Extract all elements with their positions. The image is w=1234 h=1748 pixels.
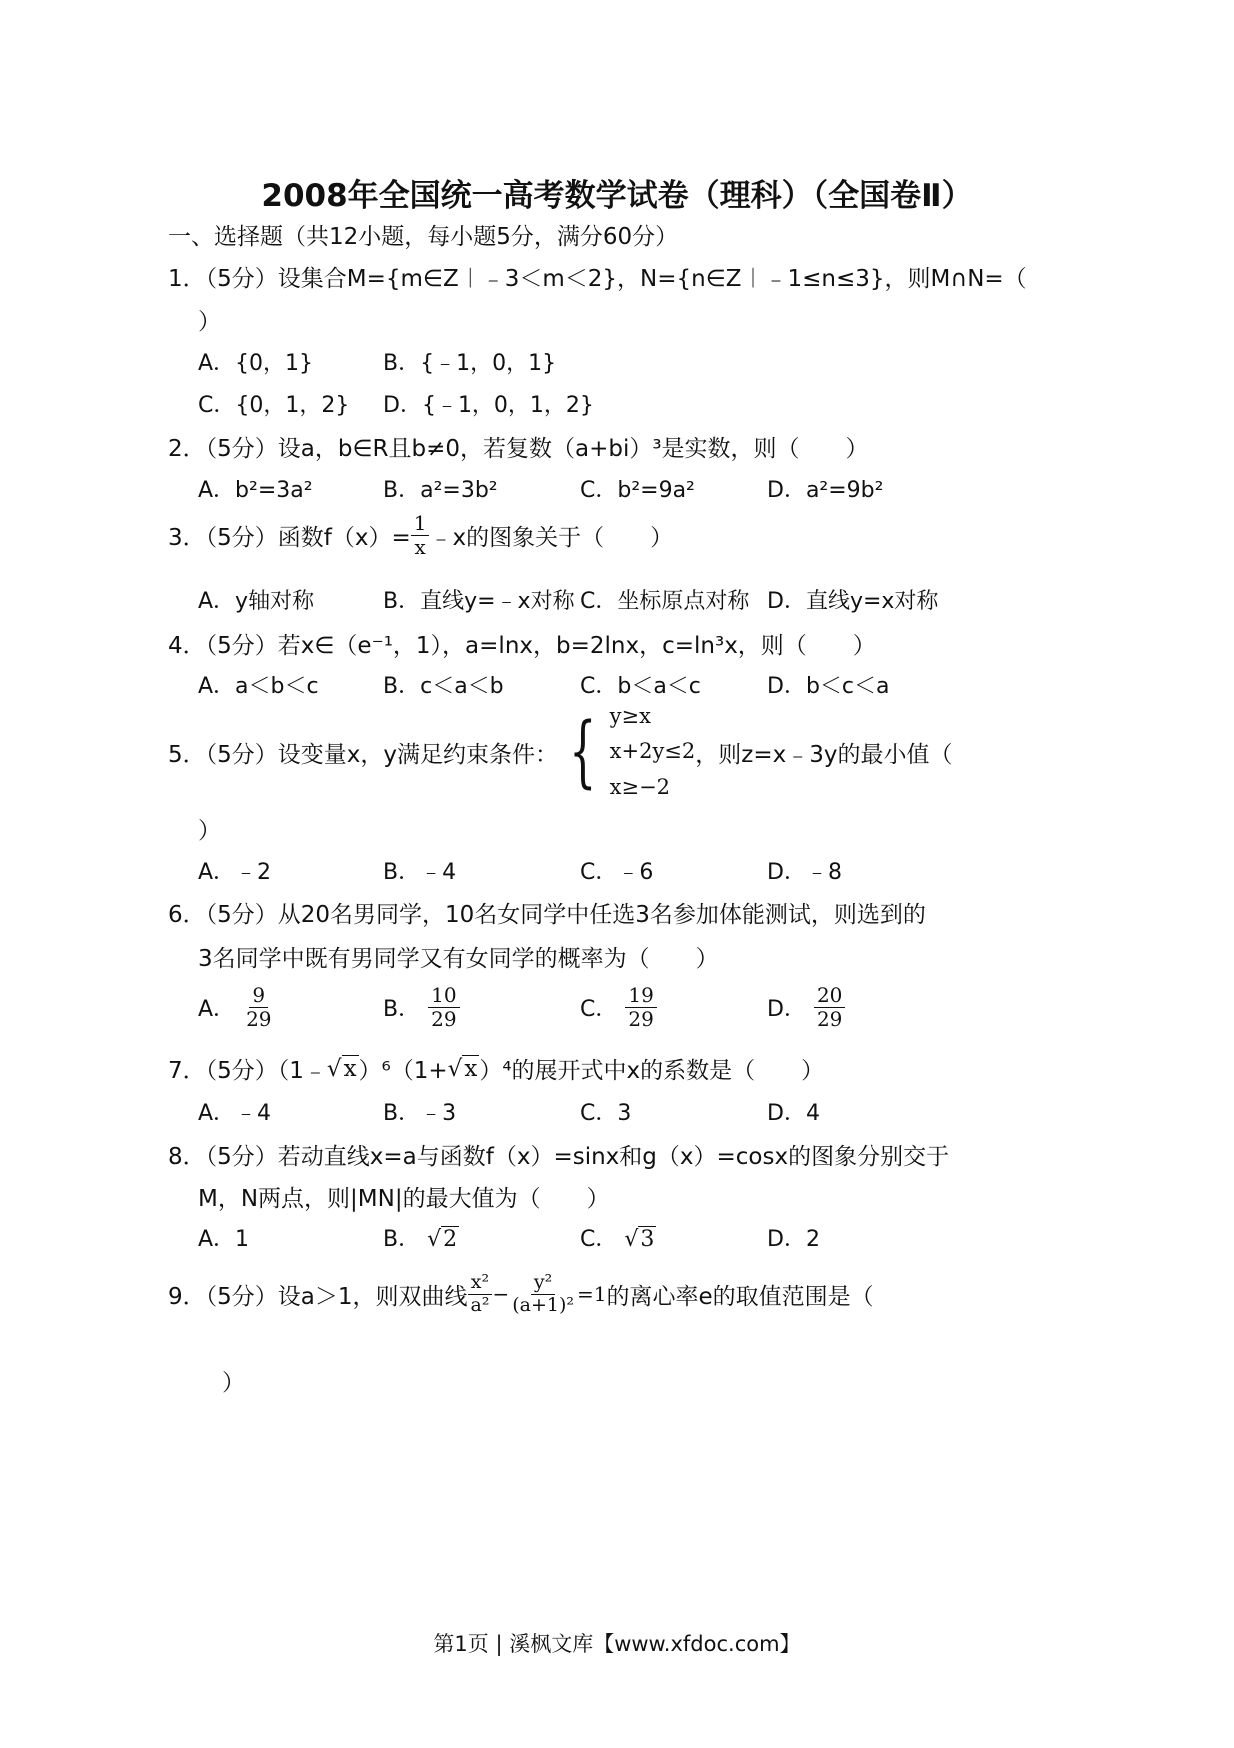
q4-option-b: B．c＜a＜b: [383, 674, 504, 699]
q6-a-den: 29: [246, 1007, 272, 1031]
q6-c-den: 29: [628, 1007, 654, 1031]
q1-option-a: A．{0，1}: [198, 351, 314, 376]
q8-option-b-sqrt: √2: [427, 1227, 458, 1252]
q9-prefix: 9．（5分）设a＞1，则双曲线: [168, 1283, 468, 1310]
q7-sqrt-2: √x: [447, 1055, 478, 1082]
q7-part-3: ）⁴的展开式中x的系数是（ ）: [479, 1058, 825, 1084]
q8-option-c: [580, 1222, 656, 1253]
q7-option-c: C．3: [580, 1101, 632, 1126]
page-title: 2008年全国统一高考数学试卷（理科）（全国卷Ⅱ）: [261, 178, 973, 214]
q1-option-d: D．{﹣1，0，1，2}: [383, 393, 594, 418]
q3-frac-num: 1: [411, 512, 430, 536]
q9-fraction-1: [468, 1272, 493, 1317]
q6-option-c: [580, 984, 657, 1031]
q6-c-num: 19: [625, 984, 656, 1008]
question-7: [168, 1052, 824, 1085]
q2-option-b: B．a²=3b²: [383, 478, 498, 503]
q8-option-c-sqrt: √3: [624, 1227, 655, 1252]
q8-option-c-label: C．: [580, 1227, 618, 1252]
q7-part-1: 7．（5分）（1﹣: [168, 1058, 327, 1084]
q2-option-c: C．b²=9a²: [580, 478, 695, 503]
q3-option-c: C．坐标原点对称: [580, 589, 750, 614]
question-5-cont: ）: [198, 818, 221, 844]
q6-option-a-fraction: [243, 984, 274, 1031]
q5-constraint-system: [558, 702, 695, 802]
page-footer: 第1页 | 溪枫文库【www.xfdoc.com】: [433, 1632, 801, 1656]
q7-sqrt-1: √x: [326, 1055, 357, 1082]
q4-option-c: C．b＜a＜c: [580, 674, 701, 699]
q3-fraction: [411, 512, 430, 559]
q2-option-d: D．a²=9b²: [767, 478, 884, 503]
q6-option-d: [767, 984, 845, 1031]
q7-sqrt-1-radicand: x: [343, 1055, 357, 1082]
q6-option-c-label: C．: [580, 997, 618, 1022]
section-heading: 一、选择题（共12小题，每小题5分，满分60分）: [168, 224, 679, 250]
q5-option-c: C．﹣6: [580, 860, 654, 885]
q9-minus: −: [492, 1282, 510, 1307]
q1-option-c: C．{0，1，2}: [198, 393, 350, 418]
q7-option-d: D．4: [767, 1101, 820, 1126]
q5-suffix: ，则z=x﹣3y的最小值（: [695, 741, 953, 768]
q8-option-b-label: B．: [383, 1227, 421, 1252]
q6-option-c-fraction: [625, 984, 656, 1031]
q5-option-a: A．﹣2: [198, 860, 272, 885]
q8-option-a: A．1: [198, 1227, 250, 1252]
question-6-cont: 3名同学中既有男同学又有女同学的概率为（ ）: [198, 946, 719, 972]
q6-option-d-label: D．: [767, 997, 806, 1022]
q6-option-b-fraction: [428, 984, 459, 1031]
q9-frac2-den: (a+1)²: [512, 1293, 574, 1316]
q9-fraction-2: [509, 1272, 577, 1317]
q3-option-d: D．直线y=x对称: [767, 589, 939, 614]
q5-constraint-1: y≥x: [609, 704, 651, 728]
q6-b-num: 10: [428, 984, 459, 1008]
q7-part-2: ）⁶（1+: [358, 1058, 448, 1084]
q3-frac-den: x: [414, 535, 426, 559]
question-8-cont: M，N两点，则|MN|的最大值为（ ）: [198, 1186, 610, 1212]
q9-frac1-num: x²: [468, 1272, 492, 1295]
q6-b-den: 29: [431, 1007, 457, 1031]
q5-prefix: 5．（5分）设变量x，y满足约束条件：: [168, 741, 558, 768]
q6-option-b: [383, 984, 460, 1031]
q8-b-radicand: 2: [443, 1227, 458, 1252]
q6-option-a-label: A．: [198, 997, 236, 1022]
q7-option-a: A．﹣4: [198, 1101, 272, 1126]
q4-option-d: D．b＜c＜a: [767, 674, 890, 699]
q5-option-d: D．﹣8: [767, 860, 842, 885]
q9-frac1-den: a²: [470, 1293, 490, 1316]
q2-option-a: A．b²=3a²: [198, 478, 313, 503]
question-2: 2．（5分）设a，b∈R且b≠0，若复数（a+bi）³是实数，则（ ）: [168, 436, 869, 462]
question-9: [168, 1272, 874, 1317]
q3-prefix: 3．（5分）函数f（x）=: [168, 525, 411, 551]
q6-option-d-fraction: [814, 984, 845, 1031]
question-1-cont: ）: [198, 309, 221, 335]
q6-a-num: 9: [249, 984, 268, 1008]
q8-option-d: D．2: [767, 1227, 820, 1252]
q8-option-b: [383, 1222, 459, 1253]
q8-c-radicand: 3: [640, 1227, 655, 1252]
question-9-cont: ）: [222, 1370, 245, 1396]
brace-icon: {: [569, 707, 597, 797]
q6-d-num: 20: [814, 984, 845, 1008]
q5-option-b: B．﹣4: [383, 860, 457, 885]
question-4: 4．（5分）若x∈（e⁻¹，1），a=lnx，b=2lnx，c=ln³x，则（ ）: [168, 633, 876, 659]
question-8: 8．（5分）若动直线x=a与函数f（x）=sinx和g（x）=cosx的图象分别交于: [168, 1144, 950, 1170]
question-1: 1．（5分）设集合M={m∈Z︱﹣3＜m＜2}，N={n∈Z︱﹣1≤n≤3}，则M∩N=（: [168, 266, 1027, 292]
q1-option-b: B．{﹣1，0，1}: [383, 351, 557, 376]
q7-option-b: B．﹣3: [383, 1101, 457, 1126]
q6-option-b-label: B．: [383, 997, 421, 1022]
q5-constraint-3: x≥−2: [609, 774, 671, 799]
q9-equals: =1: [577, 1282, 607, 1307]
q3-option-b: B．直线y=﹣x对称: [383, 589, 575, 614]
q7-sqrt-2-radicand: x: [464, 1055, 478, 1082]
question-5: [168, 702, 952, 802]
q9-suffix: 的离心率e的取值范围是（: [606, 1283, 874, 1310]
q3-option-a: A．y轴对称: [198, 589, 315, 614]
q5-constraint-2: x+2y≤2: [609, 739, 696, 764]
q4-option-a: A．a＜b＜c: [198, 674, 319, 699]
question-3: [168, 512, 673, 559]
q6-d-den: 29: [816, 1007, 843, 1031]
question-6: 6．（5分）从20名男同学，10名女同学中任选3名参加体能测试，则选到的: [168, 902, 926, 928]
q9-frac2-num: y²: [531, 1272, 555, 1295]
q6-option-a: [198, 984, 275, 1031]
q3-suffix: ﹣x的图象关于（ ）: [429, 525, 674, 551]
